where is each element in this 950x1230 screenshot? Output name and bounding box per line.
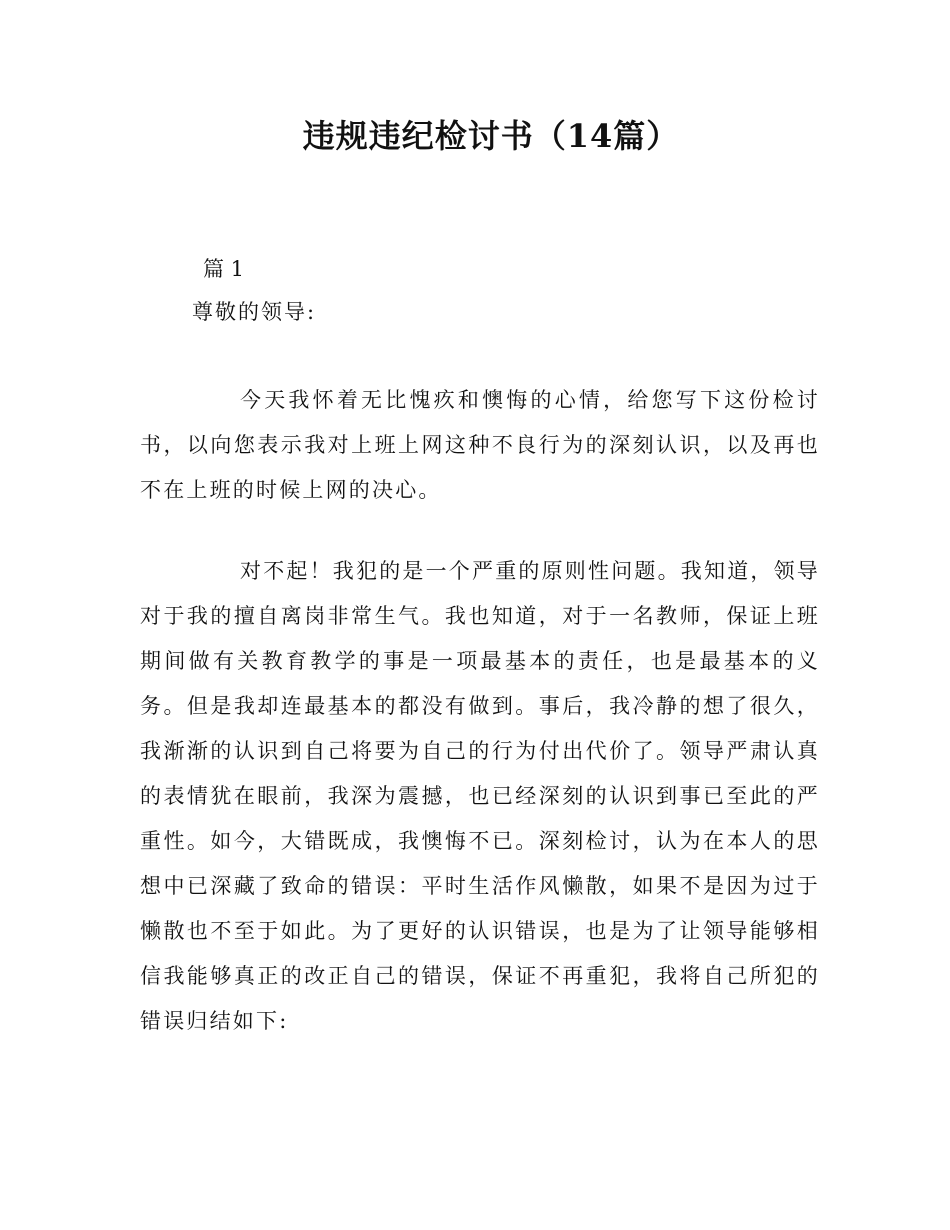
- salutation: 尊敬的领导:: [192, 300, 317, 324]
- section-label: 篇 1: [203, 257, 245, 281]
- document-title: 违规违纪检讨书（14篇）: [302, 117, 680, 155]
- body-paragraph-1: 今天我怀着无比愧疚和懊悔的心情，给您写下这份检讨书，以向您表示我对上班上网这种不良行为的深刻认识，以及再也不在上班的时候上网的决心。: [140, 388, 820, 502]
- body-paragraph-2: 对不起！我犯的是一个严重的原则性问题。我知道，领导对于我的擅自离岗非常生气。我也知道，对于一名教师，保证上班期间做有关教育教学的事是一项最基本的责任，也是最基本的义务。但是我却连最基本的都没有做到。事后，我冷静的想了很久，我渐渐的认识到自己将要为自己的行为付出代价了。领导严肃认真的表情犹在眼前，我深为震撼，也已经深刻的认识到事已至此的严重性。如今，大错既成，我懊悔不已。深刻检讨，认为在本人的思想中已深藏了致命的错误：平时生活作风懒散，如果不是因为过于懒散也不至于如此。为了更好的认识错误，也是为了让领导能够相信我能够真正的改正自己的错误，保证不再重犯，我将自己所犯的错误归结如下:: [140, 559, 820, 1033]
